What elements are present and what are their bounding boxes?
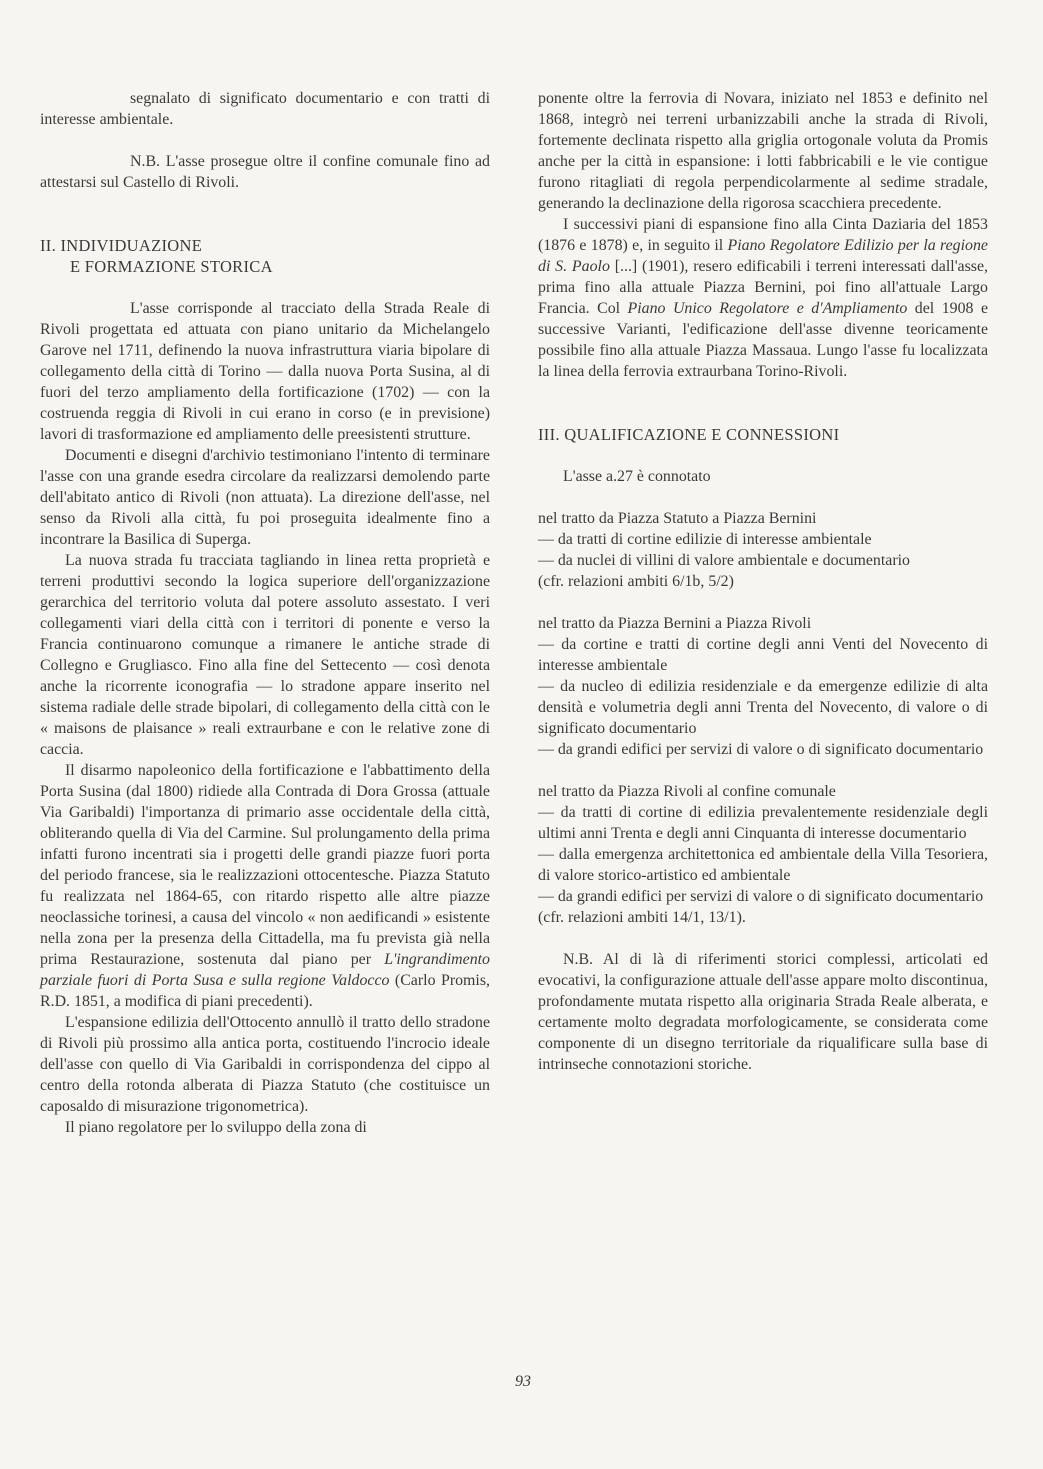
nb-note: N.B. L'asse prosegue oltre il confine comunale fino ad attestarsi sul Castello di Rivoli. <box>40 153 490 191</box>
heading-line-2: E FORMAZIONE STORICA <box>70 257 273 276</box>
tract-item: — da grandi edifici per servizi di valore o di significato documentario <box>538 741 984 758</box>
nb-conclusion: N.B. Al di là di riferimenti storici complessi, articolati ed evocativi, la configurazione attuale dell'asse appare molto discontinua, profondamente mutata rispetto alla originaria Strada Reale alberata, e certamente molto degradata morfologicamente, se considerata come componente di un disegno territoriale da riqualificare sulla base di intrinseche connotazioni storiche. <box>538 951 988 1073</box>
section-tract-3 <box>538 781 988 928</box>
tract-title: nel tratto da Piazza Statuto a Piazza Bernini <box>538 510 817 527</box>
intro-paragraph: segnalato di significato documentario e con tratti di interesse ambientale. <box>40 90 490 128</box>
tract-title: nel tratto da Piazza Bernini a Piazza Rivoli <box>538 615 812 632</box>
paragraph: Documenti e disegni d'archivio testimoniano l'intento di terminare l'asse con una grande esedra circolare da realizzarsi demolendo parte dell'abitato antico di Rivoli (non attuata). La direzione dell'asse, nel senso da Rivoli alla città, fu poi proseguita idealmente fino a incontrare la Basilica di Superga. <box>40 447 490 548</box>
page-number: 93 <box>515 1373 531 1390</box>
italic-title: L'ingrandimento parziale fuori di Porta Susa e sulla regione Valdocco <box>40 951 490 989</box>
heading-line-1: II. INDIVIDUAZIONE <box>40 236 203 255</box>
left-column <box>40 88 490 1138</box>
tract-item: — da nucleo di edilizia residenziale e da emergenze edilizie di alta densità e volumetria degli anni Trenta del Novecento, di valore o di significato documentario <box>538 678 988 737</box>
paragraph: L'asse corrisponde al tracciato della Strada Reale di Rivoli progettata ed attuata con piano unitario da Michelangelo Garove nel 1711, definendo la nuova infrastruttura viaria bipolare di collegamento della città di Torino — dalla nuova Porta Susina, al di fuori del terzo ampliamento della fortificazione (1702) — con la costruenda reggia di Rivoli in cui erano in corso (e in previsione) lavori di trasformazione ed ampliamento delle preesistenti strutture. <box>40 300 490 443</box>
section-tract-1 <box>538 508 988 592</box>
paragraph: Il disarmo napoleonico della fortificazione e l'abbattimento della Porta Susina (dal 1800) ridiede alla Contrada di Dora Grossa (attuale Via Garibaldi) l'importanza di primario asse occidentale della città, obliterando quella di Via del Carmine. Sul prolungamento della prima infatti furono incentrati sia i progetti delle grandi piazze fuori porta del periodo francese, sia le realizzazioni ottocentesche. Piazza Statuto fu realizzata nel 1864-65, con ritardo rispetto alle altre piazze neoclassiche torinesi, a causa del vincolo « non aedificandi » esistente nella zona per la presenza della Cittadella, ma fu prevista già nella prima Restaurazione, sostenuta dal piano per L'ingrandimento parziale fuori di Porta Susa e sulla regione Valdocco (Carlo Promis, R.D. 1851, a modifica di piani precedenti). <box>40 762 490 1010</box>
paragraph: L'espansione edilizia dell'Ottocento annullò il tratto dello stradone di Rivoli più prossimo alla antica porta, costituendo l'incrocio ideale dell'asse con quello di Via Garibaldi in corrispondenza del cippo al centro della rotonda alberata di Piazza Statuto (che costituisce un caposaldo di misurazione trigonometrica). <box>40 1014 490 1115</box>
italic-title: Piano Regolatore Edilizio per la regione di S. Paolo <box>538 237 988 275</box>
paragraph: ponente oltre la ferrovia di Novara, iniziato nel 1853 e definito nel 1868, integrò nei terreni urbanizzabili anche la strada di Rivoli, fortemente declinata rispetto alla griglia ortogonale voluta da Promis anche per la città in espansione: i lotti fabbricabili e le vie contigue furono ritagliati di regola perpendicolarmente al sedime stradale, generando la declinazione della rigorosa scacchiera precedente. <box>538 90 988 212</box>
tract-title: nel tratto da Piazza Rivoli al confine comunale <box>538 783 836 800</box>
tract-item: — da grandi edifici per servizi di valore o di significato documentario <box>538 888 984 905</box>
right-column <box>538 88 988 1075</box>
tract-item: — da nuclei di villini di valore ambientale e documentario <box>538 552 910 569</box>
tract-reference: (cfr. relazioni ambiti 6/1b, 5/2) <box>538 573 734 590</box>
tract-item: — da tratti di cortine edilizie di interesse ambientale <box>538 531 872 548</box>
tract-item: — da cortine e tratti di cortine degli anni Venti del Novecento di interesse ambientale <box>538 636 988 674</box>
italic-title: Piano Unico Regolatore e d'Ampliamento <box>627 300 908 317</box>
paragraph: I successivi piani di espansione fino alla Cinta Daziaria del 1853 (1876 e 1878) e, in seguito il Piano Regolatore Edilizio per la regione di S. Paolo [...] (1901), resero edificabili i terreni interessati dall'asse, prima fino alla attuale Piazza Bernini, poi fino all'attuale Largo Francia. Col Piano Unico Regolatore e d'Ampliamento del 1908 e successive Varianti, l'edificazione dell'asse divenne teoricamente possibile fino alla attuale Piazza Massaua. Lungo l'asse fu localizzata la linea della ferrovia extraurbana Torino-Rivoli. <box>538 216 988 380</box>
tract-item: — dalla emergenza architettonica ed ambientale della Villa Tesoriera, di valore storico-artistico ed ambientale <box>538 846 988 884</box>
tract-item: — da tratti di cortine di edilizia prevalentemente residenziale degli ultimi anni Trenta e degli anni Cinquanta di interesse documentario <box>538 804 988 842</box>
section-heading-ii <box>40 235 490 277</box>
section-tract-2 <box>538 613 988 760</box>
paragraph: Il piano regolatore per lo sviluppo della zona di <box>65 1119 367 1136</box>
section-heading-iii: III. QUALIFICAZIONE E CONNESSIONI <box>538 425 840 444</box>
tract-reference: (cfr. relazioni ambiti 14/1, 13/1). <box>538 909 746 926</box>
paragraph: La nuova strada fu tracciata tagliando in linea retta proprietà e terreni produttivi secondo la logica superiore dell'organizzazione gerarchica del territorio voluta dal potere assoluto assestato. I veri collegamenti viari della città con i territori di ponente e verso la Francia continuarono comunque a rimanere le antiche strade di Collegno e Grugliasco. Fino alla fine del Settecento — così denota anche la ricorrente iconografia — lo stradone appare inserito nel sistema radiale delle strade bipolari, di collegamento della città con le « maisons de plaisance » reali extraurbane e con le relative zone di caccia. <box>40 552 490 758</box>
intro-line: L'asse a.27 è connotato <box>563 468 711 485</box>
